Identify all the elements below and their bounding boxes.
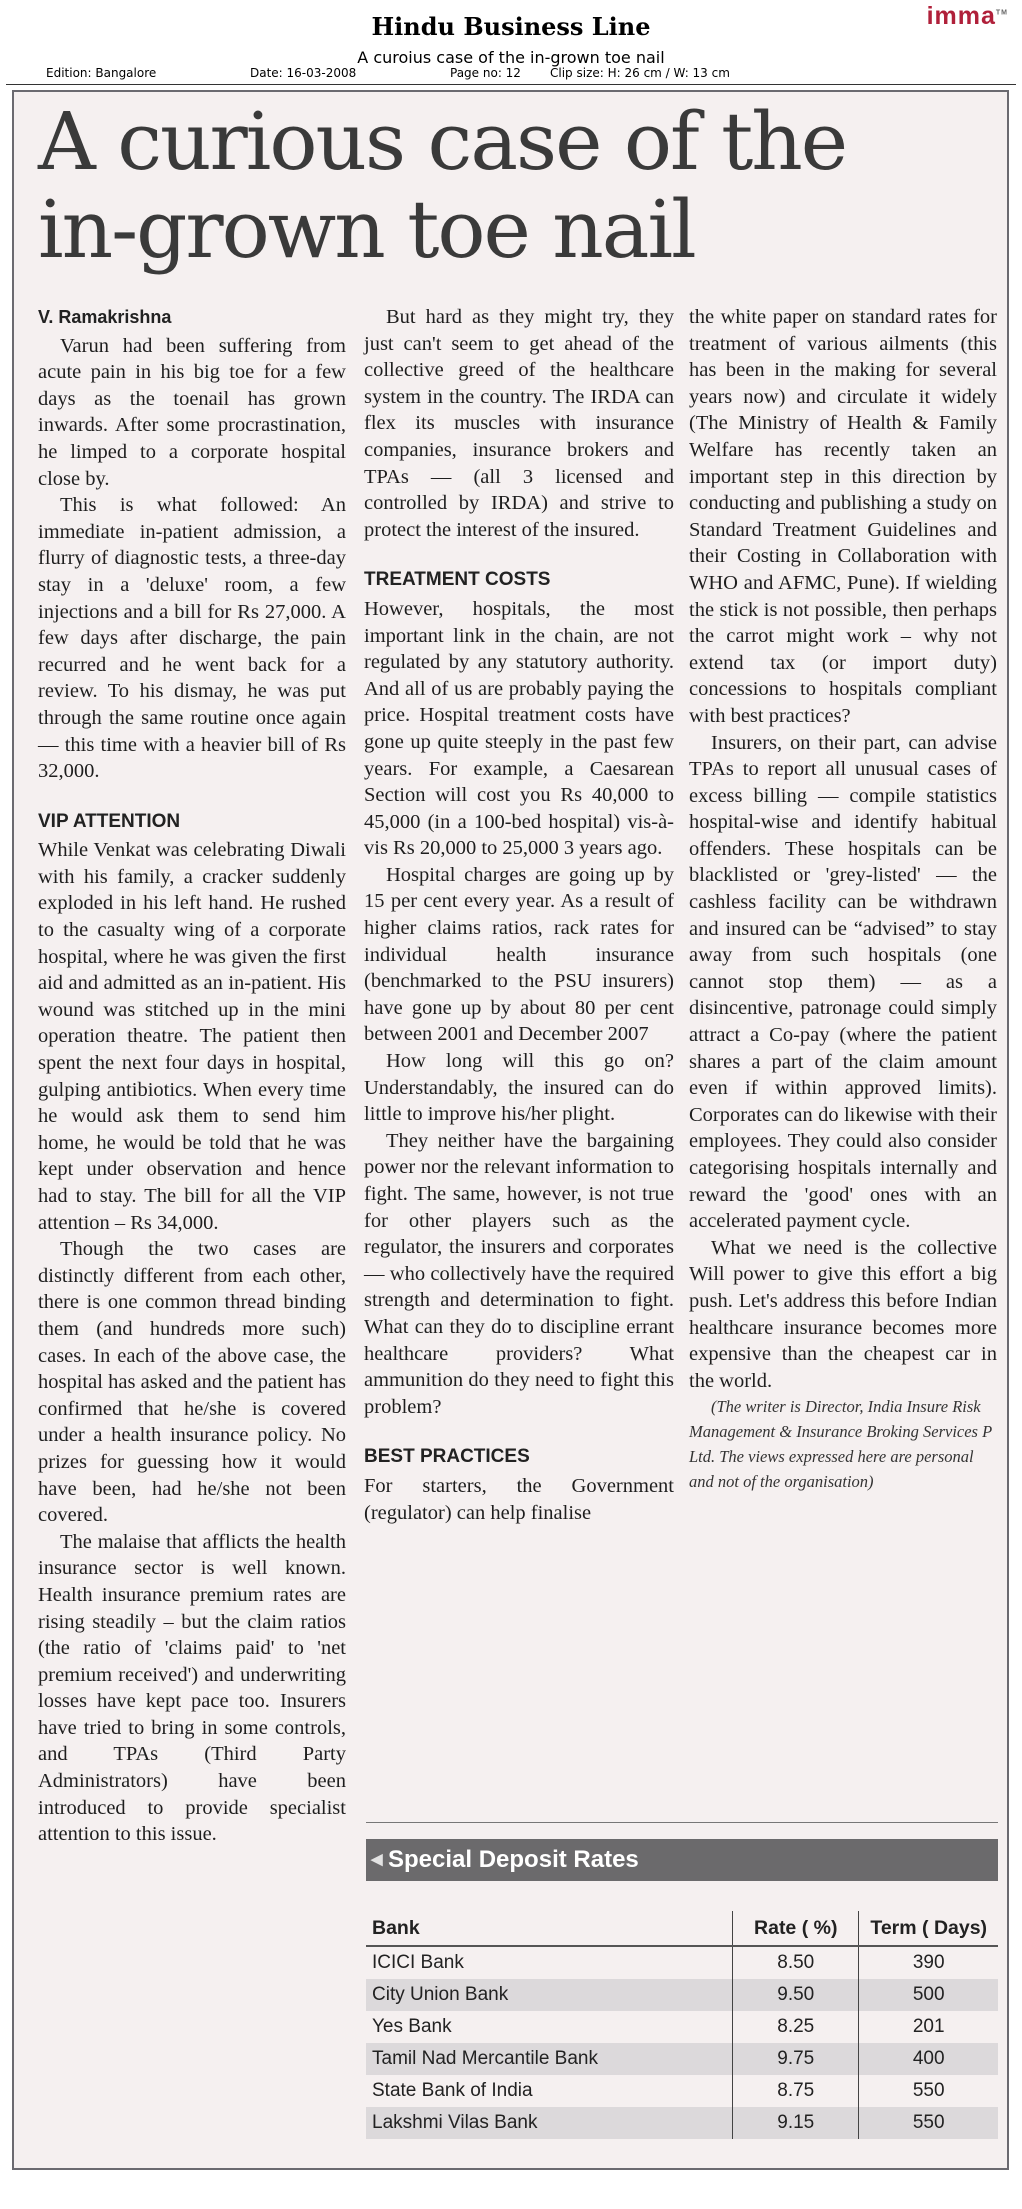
headline-line-2: in-grown toe nail (38, 183, 695, 276)
table-row (366, 2043, 998, 2075)
term-value: 400 (859, 2043, 998, 2075)
term-value: 500 (859, 1979, 998, 2011)
subhead-treatment-costs: TREATMENT COSTS (364, 569, 551, 591)
header-term: Term ( Days) (859, 1911, 998, 1946)
bank-name: Tamil Nad Mercantile Bank (366, 2043, 733, 2075)
logo-text: imma (926, 2, 996, 30)
rate-value: 8.25 (733, 2011, 859, 2043)
paragraph: While Venkat was celebrating Diwali with his family, a cracker suddenly exploded in his left hand. He rushed to the casualty wing of a corporate hospital, where he was given the first aid and admitted as an in-patient. His wound was stitched up in the mini operation theatre. The patient then spent the next four days in hospital, gulping antibiotics. When every time he would ask them to send him home, he would be told that he was kept under observation and hence had to stay. The bill for all the VIP attention – Rs 34,000. (38, 839, 346, 1234)
subhead-vip-attention: VIP ATTENTION (38, 810, 181, 832)
table-title: Special Deposit Rates (388, 1846, 639, 1873)
term-value: 550 (859, 2075, 998, 2107)
page-label: Page no: 12 (450, 66, 521, 80)
paragraph: But hard as they might try, they just can't seem to get ahead of the collective greed of the healthcare system in the country. The IRDA can flex its muscles with insurance companies, insurance brokers and TPAs — (all 3 licensed and controlled by IRDA) and strive to protect the interest of the insured. (364, 306, 674, 541)
table-divider (366, 1822, 998, 1823)
bank-name: City Union Bank (366, 1979, 733, 2011)
paragraph: Though the two cases are distinctly different from each other, there is one common thread binding them (and hundreds more such) cases. In each of the above case, the hospital has asked and the patient has confirmed that he/she is covered under a health insurance policy. No prizes for guessing how it would have been, had he/she not been covered. (38, 1238, 346, 1527)
logo-trademark: TM (995, 9, 1008, 17)
paragraph: The malaise that afflicts the health insurance sector is well known. Health insurance premium rates are rising steadily – but the claim ratios (the ratio of 'claims paid' to 'net premium received') and underwriting losses have kept pace too. Insurers have tried to bring in some controls, and TPAs (Third Party Administrators) have been introduced to provide specialist attention to this issue. (38, 1530, 346, 1846)
term-value: 390 (859, 1946, 998, 1979)
rate-value: 8.50 (733, 1946, 859, 1979)
triangle-icon: ◀ (371, 1851, 383, 1868)
column-1 (38, 304, 346, 1848)
paragraph: Varun had been suffering from acute pain in his big toe for a few days as the toenail has grown inwards. After some procrastination, he limped to a corporate hospital close by. (38, 334, 346, 490)
bank-name: Lakshmi Vilas Bank (366, 2107, 733, 2139)
header-divider (6, 84, 1016, 85)
table-row (366, 2107, 998, 2139)
clip-size-label: Clip size: H: 26 cm / W: 13 cm (550, 66, 730, 80)
table-title-bar (366, 1839, 998, 1881)
paragraph: the white paper on standard rates for treatment of various ailments (this has been in the making for several years now) and circulate it widely (The Ministry of Health & Family Welfare has recently taken an important step in this direction by conducting and publishing a study on Standard Treatment Guidelines and their Costing in Collaboration with WHO and AFMC, Pune). If wielding the stick is not possible, then perhaps the carrot might work – why not extend tax (or import duty) concessions to hospitals compliant with best practices? (689, 306, 997, 727)
special-deposit-rates-box (366, 1839, 998, 2139)
table-row (366, 1979, 998, 2011)
rate-value: 9.15 (733, 2107, 859, 2139)
paragraph: Hospital charges are going up by 15 per cent every year. As a result of higher claims ratios, rack rates for individual health insurance (benchmarked to the PSU insurers) have gone up by about 80 per cent between 2001 and December 2007 (364, 863, 674, 1046)
paragraph: However, hospitals, the most important link in the chain, are not regulated by any statutory authority. And all of us are probably paying the price. Hospital treatment costs have gone up quite steeply in the past few years. For example, a Caesarean Section will cost you Rs 40,000 to 45,000 (in a 100-bed hospital) vis-à-vis Rs 20,000 to 25,000 3 years ago. (364, 597, 674, 860)
rate-value: 8.75 (733, 2075, 859, 2107)
byline: V. Ramakrishna (38, 307, 172, 327)
header-rate: Rate ( %) (733, 1911, 859, 1946)
table-row (366, 1946, 998, 1979)
bank-name: Yes Bank (366, 2011, 733, 2043)
bank-name: ICICI Bank (366, 1946, 733, 1979)
headline (38, 95, 998, 276)
table-row (366, 2011, 998, 2043)
paragraph: For starters, the Government (regulator) can help finalise (364, 1474, 674, 1524)
newspaper-clipping (12, 90, 1009, 2170)
subhead-best-practices: BEST PRACTICES (364, 1446, 530, 1468)
paragraph: This is what followed: An immediate in-patient admission, a flurry of diagnostic tests, a three-day stay in a 'deluxe' room, a few injections and a bill for Rs 27,000. A few days after discharge, the pain recurred and he went back for a review. To his dismay, he was put through the same routine once again — this time with a heavier bill of Rs 32,000. (38, 494, 346, 783)
header-bank: Bank (366, 1911, 733, 1946)
paragraph: Insurers, on their part, can advise TPAs to report all unusual cases of excess billing — compile statistics hospital-wise and identify habitual offenders. These hospitals can be blacklisted or 'grey-listed' — the cashless facility can be withdrawn and insured can be “advised” to stay away from such hospitals (one cannot stop them) — as a disincentive, patronage could simply attract a Co-pay (where the patient shares a part of the claim amount even if within approved limits). Corporates can do likewise with their employees. They could also consider categorising hospitals internally and reward the 'good' ones with an accelerated payment cycle. (689, 731, 997, 1233)
term-value: 550 (859, 2107, 998, 2139)
table-header-row (366, 1911, 998, 1946)
imma-logo (927, 2, 1008, 31)
article-subtitle: A curoius case of the in-grown toe nail (357, 48, 665, 67)
rate-value: 9.50 (733, 1979, 859, 2011)
paragraph: What we need is the collective Will power to give this effort a big push. Let's address this before Indian healthcare insurance becomes more expensive than the cheapest car in the world. (689, 1236, 997, 1392)
rate-value: 9.75 (733, 2043, 859, 2075)
column-2 (364, 304, 674, 1526)
term-value: 201 (859, 2011, 998, 2043)
table-row (366, 2075, 998, 2107)
paragraph: How long will this go on? Understandably, the insured can do little to improve his/her plight. (364, 1050, 674, 1126)
headline-line-1: A curious case of the (38, 95, 847, 188)
publication-title: Hindu Business Line (371, 12, 651, 41)
edition-label: Edition: Bangalore (46, 66, 157, 80)
author-note: (The writer is Director, India Insure Risk Management & Insurance Broking Services P Ltd. The views expressed here are personal and not of the organisation) (689, 1397, 992, 1492)
bank-name: State Bank of India (366, 2075, 733, 2107)
date-label: Date: 16-03-2008 (250, 66, 357, 80)
column-3 (689, 304, 997, 1494)
clip-metadata (0, 66, 1022, 84)
deposit-rates-table (366, 1911, 998, 2139)
paragraph: They neither have the bargaining power nor the relevant information to fight. The same, however, is not true for other players such as the regulator, the insurers and corporates — who collectively have the required strength and determination to fight. What can they do to discipline errant healthcare providers? What ammunition do they need to fight this problem? (364, 1129, 674, 1418)
